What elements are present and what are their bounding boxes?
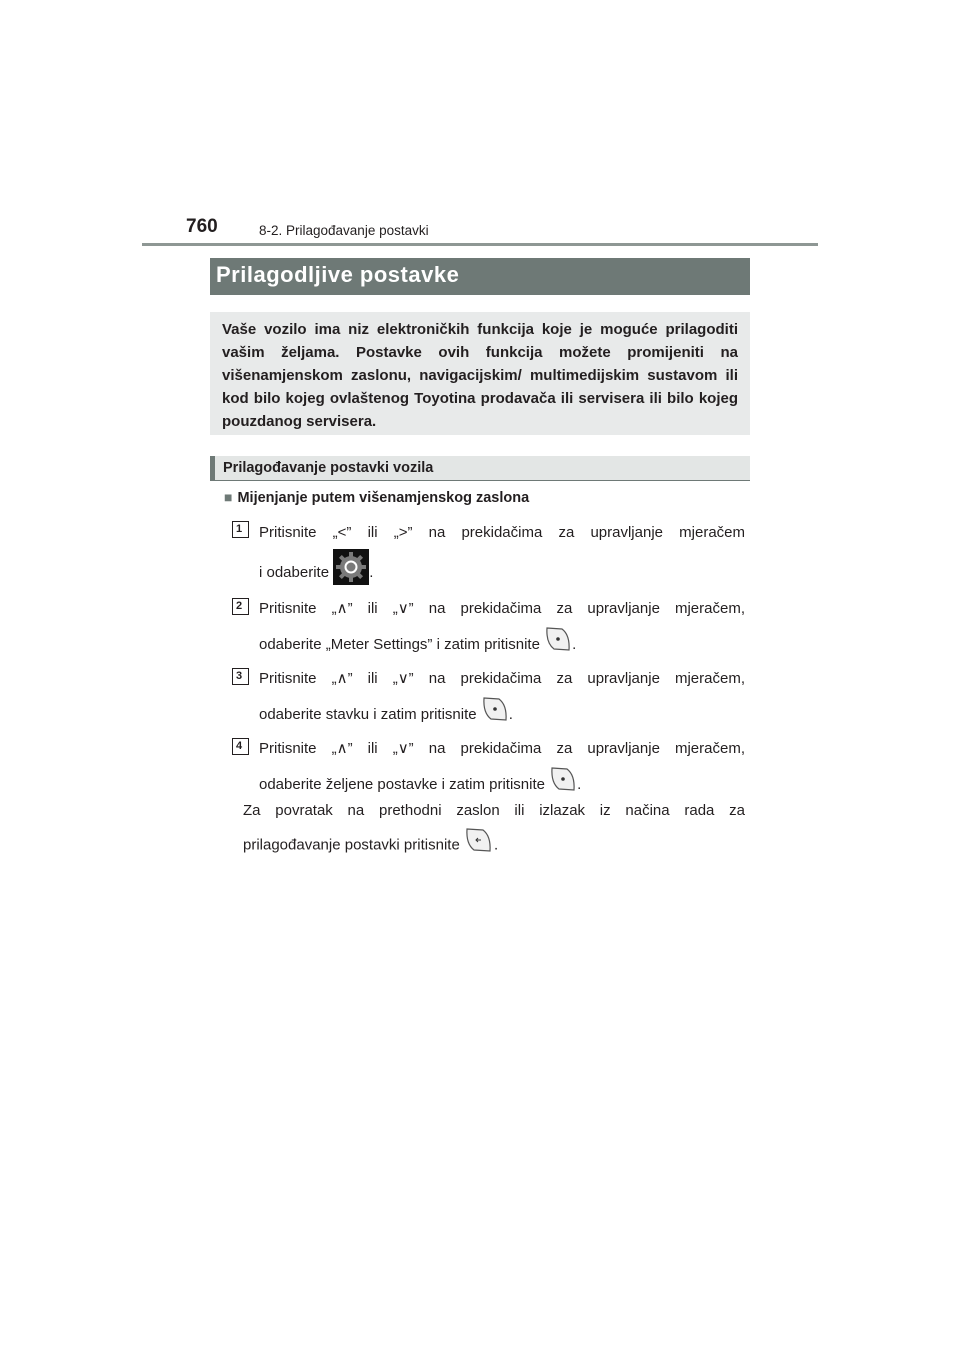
step-3-text: odaberite stavku i zatim pritisnite [259, 705, 477, 723]
ok-switch-icon [481, 695, 509, 735]
step-2-line2 [259, 625, 745, 665]
back-note [243, 795, 745, 865]
square-bullet-icon: ■ [224, 489, 233, 505]
note-text: prilagođavanje postavki pritisnite [243, 836, 460, 854]
intro-box [210, 312, 750, 435]
step-number-2: 2 [232, 598, 249, 615]
subheader-accent [210, 456, 215, 481]
step-number-4: 4 [232, 738, 249, 755]
step-number-1: 1 [232, 521, 249, 538]
note-line1: Za povratak na prethodni zaslon ili izlazak iz načina rada za [243, 802, 745, 819]
page-number: 760 [186, 216, 218, 237]
gear-icon [333, 549, 369, 597]
step-2-line1: Pritisnite „∧” ili „∨” na prekidačima za upravljanje mjeračem, [259, 600, 745, 617]
step-2 [259, 592, 745, 665]
step-1-period: . [369, 563, 374, 581]
sub-heading [224, 489, 529, 506]
subheader-underline [210, 480, 750, 481]
step-3-period: . [508, 705, 513, 723]
subsection-title: Prilagođavanje postavki vozila [223, 460, 434, 476]
step-3-line2 [259, 695, 745, 735]
step-1-line1: Pritisnite „<” ili „>” na prekidačima za upravljanje mjeračem [259, 524, 745, 541]
subsection-header [210, 456, 750, 481]
step-number-3: 3 [232, 668, 249, 685]
step-3 [259, 662, 745, 735]
step-4-line1: Pritisnite „∧” ili „∨” na prekidačima za upravljanje mjeračem, [259, 740, 745, 757]
back-switch-icon [464, 826, 494, 865]
sub-heading-text: Mijenjanje putem višenamjenskog zaslona [237, 490, 530, 506]
section-reference: 8-2. Prilagođavanje postavki [259, 223, 429, 238]
page-title: Prilagodljive postavke [216, 262, 460, 287]
step-4-period: . [577, 775, 582, 793]
step-4-text: odaberite željene postavke i zatim pritisnite [259, 775, 545, 793]
note-line2 [243, 826, 745, 865]
section-title-bar [210, 258, 750, 295]
step-1 [259, 516, 745, 597]
step-3-line1: Pritisnite „∧” ili „∨” na prekidačima za upravljanje mjeračem, [259, 670, 745, 687]
header-divider [142, 243, 818, 246]
step-1-text: i odaberite [259, 563, 330, 581]
ok-switch-icon [544, 625, 572, 665]
intro-paragraph: Vaše vozilo ima niz elektroničkih funkcija koje je moguće prilagoditi vašim željama. Postavke ovih funkcija možete promijeniti na višenamjenskom zaslonu, navigacijskim/ multimedijskim sustavom ili kod bilo kojeg ovlaštenog Toyotina prodavača ili servisera ili bilo kojeg pouzdanog servisera. [222, 321, 738, 430]
step-2-period: . [572, 635, 577, 653]
note-period: . [493, 836, 499, 854]
step-1-line2 [259, 549, 745, 597]
step-2-text: odaberite „Meter Settings” i zatim pritisnite [259, 635, 540, 653]
